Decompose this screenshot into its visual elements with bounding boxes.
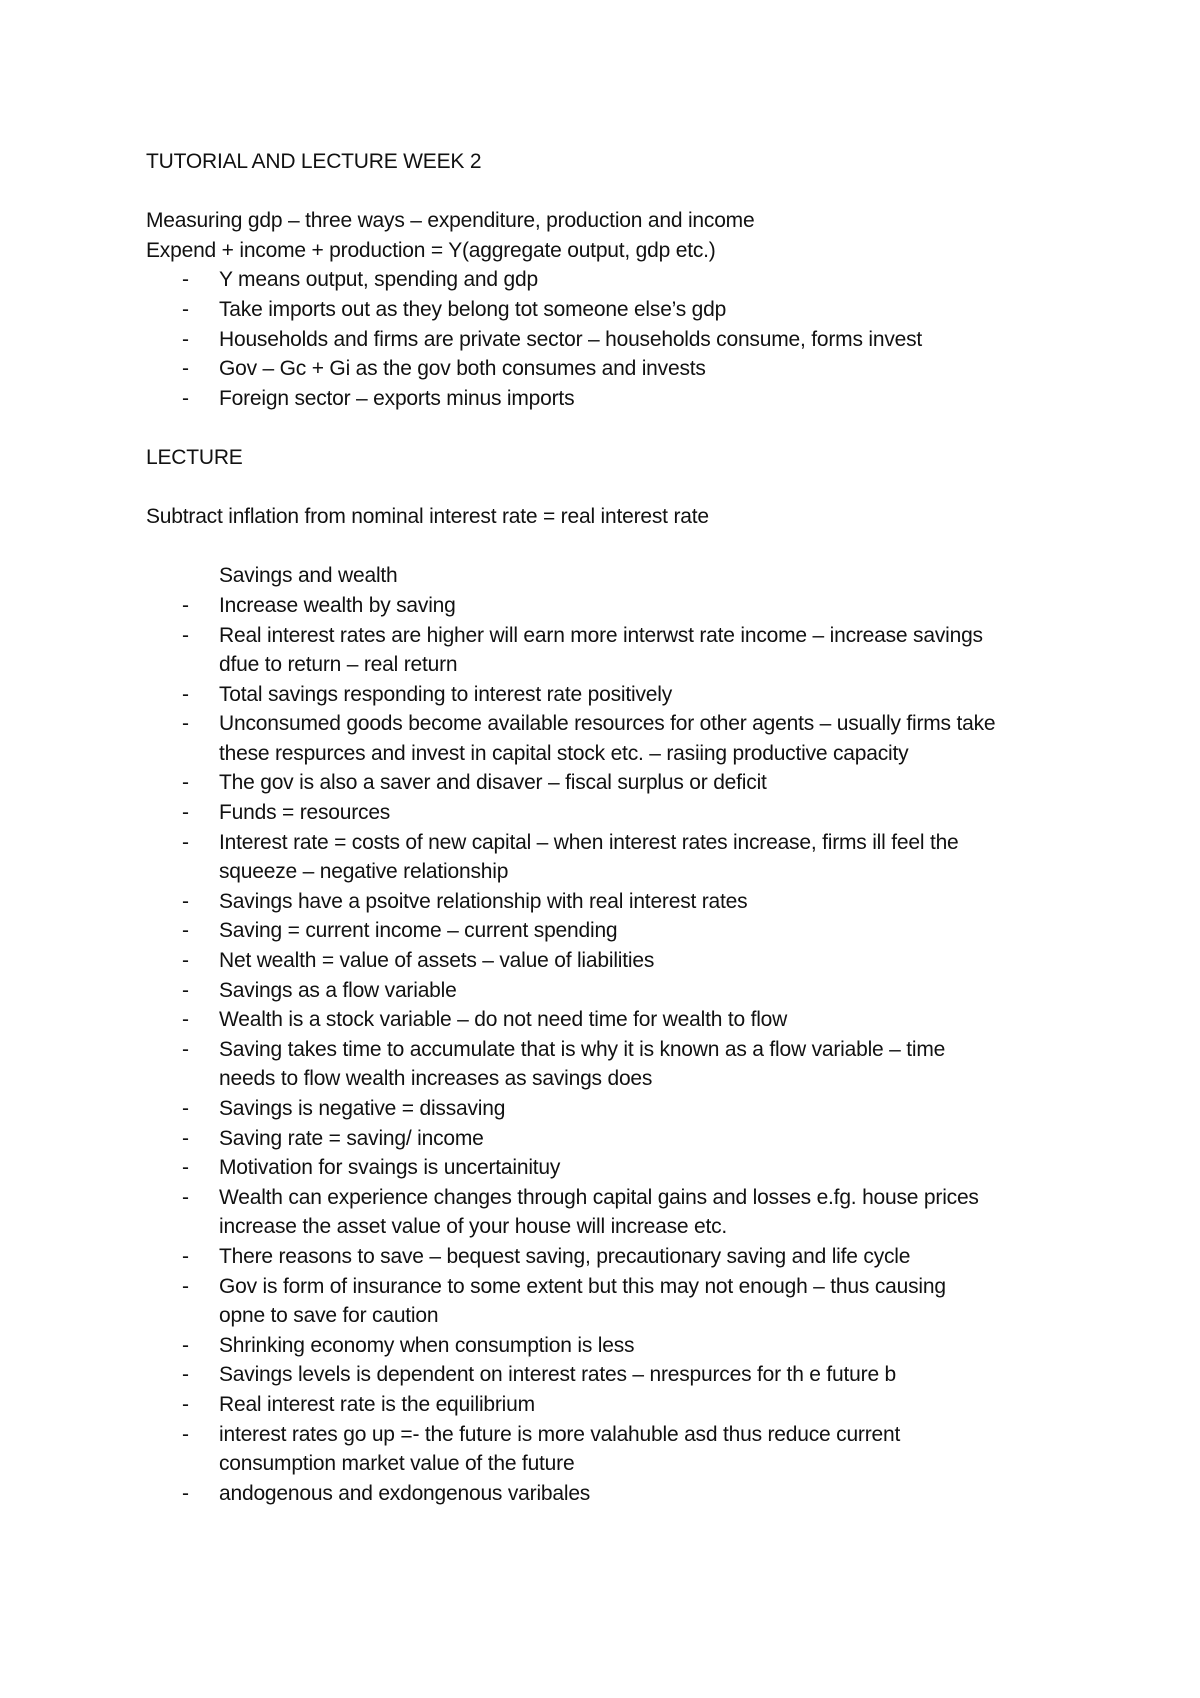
dash-marker: -: [182, 357, 189, 381]
intro-line: Measuring gdp – three ways – expenditure, production and income: [146, 209, 755, 233]
list-item: [146, 828, 1076, 887]
dash-marker: -: [182, 327, 189, 351]
list-item-text: increase the asset value of your house will increase etc.: [219, 1215, 728, 1239]
list-item: [146, 384, 1076, 414]
dash-marker: -: [182, 268, 189, 292]
list-item-text: Real interest rate is the equilibrium: [219, 1392, 535, 1416]
dash-marker: -: [182, 1037, 189, 1061]
list-item: [146, 709, 1076, 768]
dash-marker: -: [182, 801, 189, 825]
savings-heading: Savings and wealth: [219, 564, 398, 588]
list-item-text: Motivation for svaings is uncertainituy: [219, 1156, 561, 1180]
dash-marker: -: [182, 1244, 189, 1268]
list-item-text: Take imports out as they belong tot someone else’s gdp: [219, 297, 727, 321]
dash-marker: -: [182, 830, 189, 854]
dash-marker: -: [182, 1274, 189, 1298]
list-item-text: Savings as a flow variable: [219, 978, 457, 1002]
list-item: [146, 768, 1076, 798]
dash-marker: -: [182, 1156, 189, 1180]
savings-bullet-list: [146, 591, 1076, 1508]
list-item: [146, 680, 1076, 710]
list-item: [146, 265, 1076, 295]
dash-marker: -: [182, 949, 189, 973]
list-item-text: interest rates go up =- the future is more valahuble asd thus reduce current: [219, 1422, 901, 1446]
list-item: [146, 325, 1076, 355]
document-body: [146, 147, 1076, 1508]
list-item-text: Net wealth = value of assets – value of liabilities: [219, 949, 655, 973]
list-item-text: these respurces and invest in capital stock etc. – rasiing productive capacity: [219, 741, 909, 765]
spacer: [146, 473, 1076, 503]
list-item: [146, 1479, 1076, 1509]
list-item-text: consumption market value of the future: [219, 1452, 575, 1476]
list-item-text: Savings levels is dependent on interest rates – nrespurces for th e future b: [219, 1363, 897, 1387]
list-item: [146, 887, 1076, 917]
list-item: [146, 354, 1076, 384]
dash-marker: -: [182, 1481, 189, 1505]
list-item-text: Wealth can experience changes through capital gains and losses e.fg. house prices: [219, 1185, 979, 1209]
dash-marker: -: [182, 623, 189, 647]
list-item-text: Saving takes time to accumulate that is why it is known as a flow variable – time: [219, 1037, 946, 1061]
list-item: [146, 916, 1076, 946]
list-item: [146, 1272, 1076, 1331]
intro-line: Expend + income + production = Y(aggregate output, gdp etc.): [146, 238, 716, 262]
list-item-text: andogenous and exdongenous varibales: [219, 1481, 591, 1505]
dash-marker: -: [182, 1333, 189, 1357]
list-item-text: Savings have a psoitve relationship with real interest rates: [219, 889, 748, 913]
list-item: [146, 591, 1076, 621]
list-item-text: Gov – Gc + Gi as the gov both consumes and invests: [219, 357, 706, 381]
list-item-text: Shrinking economy when consumption is less: [219, 1333, 635, 1357]
list-item-text: Interest rate = costs of new capital – when interest rates increase, firms ill feel the: [219, 830, 959, 854]
list-item: [146, 1331, 1076, 1361]
list-item: [146, 1005, 1076, 1035]
list-item: [146, 1183, 1076, 1242]
list-item-text: Gov is form of insurance to some extent but this may not enough – thus causing: [219, 1274, 946, 1298]
list-item: [146, 1390, 1076, 1420]
list-item-text: dfue to return – real return: [219, 653, 458, 677]
list-item-text: Funds = resources: [219, 801, 391, 825]
list-item-text: The gov is also a saver and disaver – fiscal surplus or deficit: [219, 771, 767, 795]
dash-marker: -: [182, 1363, 189, 1387]
list-item-text: Total savings responding to interest rate positively: [219, 682, 673, 706]
list-item-text: Real interest rates are higher will earn more interwst rate income – increase savings: [219, 623, 983, 647]
list-item: [146, 1094, 1076, 1124]
dash-marker: -: [182, 1008, 189, 1032]
list-item-text: Savings is negative = dissaving: [219, 1097, 506, 1120]
list-item-text: opne to save for caution: [219, 1304, 439, 1328]
dash-marker: -: [182, 1392, 189, 1416]
list-item-text: Saving = current income – current spending: [219, 919, 618, 943]
dash-marker: -: [182, 593, 189, 617]
list-item: [146, 1124, 1076, 1154]
list-item-text: Wealth is a stock variable – do not need time for wealth to flow: [219, 1008, 788, 1032]
spacer: [146, 413, 1076, 443]
dash-marker: -: [182, 919, 189, 943]
spacer: [146, 177, 1076, 207]
intro-bullet-list: [146, 265, 1076, 413]
list-item: [146, 946, 1076, 976]
list-item: [146, 1035, 1076, 1094]
list-item-text: needs to flow wealth increases as savings does: [219, 1067, 653, 1091]
dash-marker: -: [182, 712, 189, 736]
spacer: [146, 532, 1076, 562]
dash-marker: -: [182, 297, 189, 321]
dash-marker: -: [182, 771, 189, 795]
document-title: TUTORIAL AND LECTURE WEEK 2: [146, 150, 482, 173]
dash-marker: -: [182, 1126, 189, 1150]
list-item: [146, 621, 1076, 680]
list-item-text: Households and firms are private sector – households consume, forms invest: [219, 327, 923, 351]
dash-marker: -: [182, 1422, 189, 1446]
lecture-line: Subtract inflation from nominal interest rate = real interest rate: [146, 505, 709, 529]
list-item-text: There reasons to save – bequest saving, precautionary saving and life cycle: [219, 1244, 911, 1268]
dash-marker: -: [182, 1185, 189, 1209]
list-item-text: Foreign sector – exports minus imports: [219, 386, 575, 410]
list-item: [146, 798, 1076, 828]
dash-marker: -: [182, 1097, 189, 1120]
dash-marker: -: [182, 978, 189, 1002]
lecture-heading: LECTURE: [146, 445, 243, 469]
dash-marker: -: [182, 682, 189, 706]
list-item: [146, 295, 1076, 325]
list-item-text: Unconsumed goods become available resources for other agents – usually firms take: [219, 712, 996, 736]
list-item-text: Saving rate = saving/ income: [219, 1126, 484, 1150]
dash-marker: -: [182, 386, 189, 410]
list-item: [146, 1360, 1076, 1390]
list-item: [146, 1153, 1076, 1183]
list-item: [146, 976, 1076, 1006]
list-item: [146, 1420, 1076, 1479]
list-item-text: squeeze – negative relationship: [219, 860, 509, 884]
list-item-text: Increase wealth by saving: [219, 593, 456, 617]
list-item-text: Y means output, spending and gdp: [219, 268, 538, 292]
list-item: [146, 1242, 1076, 1272]
dash-marker: -: [182, 889, 189, 913]
